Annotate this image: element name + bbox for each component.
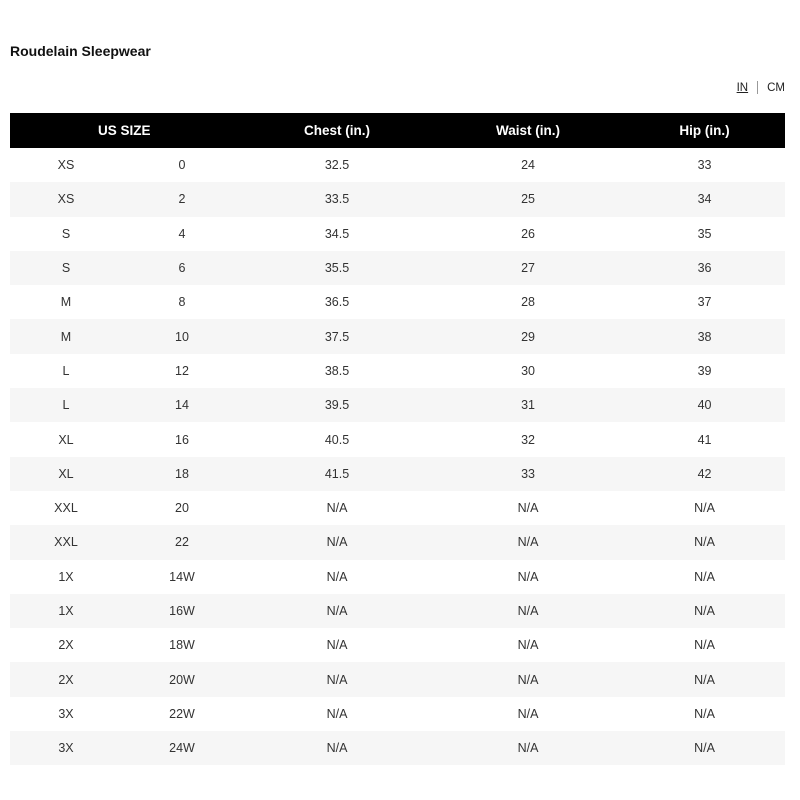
table-row [10, 662, 785, 696]
size-chart-table [10, 113, 785, 765]
cell-us-size: 0 [178, 158, 186, 173]
table-row [10, 388, 785, 422]
cell-chest: 40.5 [324, 432, 350, 447]
cell-us-size: 6 [178, 261, 186, 276]
table-row [10, 628, 785, 662]
cell-waist: 29 [521, 329, 535, 344]
cell-waist: 25 [521, 192, 535, 207]
cell-letter-size: 3X [58, 741, 74, 756]
cell-hip: 40 [697, 398, 712, 413]
cell-hip: 39 [697, 363, 712, 378]
cell-waist: 26 [521, 226, 535, 241]
cell-us-size: 22 [175, 535, 189, 550]
cell-us-size: 20 [175, 501, 189, 516]
unit-in-button[interactable]: IN [736, 81, 749, 94]
cell-hip: N/A [694, 638, 715, 653]
cell-waist: N/A [517, 569, 539, 584]
table-row [10, 217, 785, 251]
cell-chest: 32.5 [324, 158, 350, 173]
cell-us-size: 2 [178, 192, 186, 207]
cell-us-size: 16 [175, 432, 189, 447]
cell-us-size: 4 [178, 226, 186, 241]
cell-hip: 42 [697, 466, 712, 481]
cell-chest: 35.5 [324, 261, 350, 276]
cell-hip: 33 [697, 158, 712, 173]
cell-letter-size: XL [58, 466, 74, 481]
cell-hip: 36 [697, 261, 712, 276]
cell-chest: N/A [326, 672, 348, 687]
cell-waist: N/A [517, 741, 539, 756]
cell-letter-size: XXL [54, 501, 78, 516]
table-row [10, 182, 785, 216]
cell-us-size: 14W [169, 569, 195, 584]
table-body [10, 148, 785, 765]
cell-us-size: 20W [169, 672, 195, 687]
cell-letter-size: L [62, 363, 70, 378]
cell-letter-size: XXL [54, 535, 78, 550]
cell-chest: 36.5 [324, 295, 350, 310]
table-row [10, 594, 785, 628]
cell-hip: 38 [697, 329, 712, 344]
cell-waist: 31 [521, 398, 535, 413]
cell-waist: 28 [521, 295, 535, 310]
table-row [10, 491, 785, 525]
cell-waist: 33 [521, 466, 535, 481]
page-title: Roudelain Sleepwear [10, 43, 151, 59]
cell-letter-size: XS [57, 192, 75, 207]
header-us-size: US SIZE [98, 123, 151, 138]
table-row [10, 731, 785, 765]
cell-us-size: 18W [169, 638, 195, 653]
cell-letter-size: S [61, 261, 71, 276]
cell-waist: N/A [517, 501, 539, 516]
cell-waist: N/A [517, 706, 539, 721]
cell-letter-size: 3X [58, 706, 74, 721]
cell-waist: 30 [521, 363, 535, 378]
cell-letter-size: M [60, 295, 72, 310]
cell-hip: 41 [697, 432, 712, 447]
cell-us-size: 8 [178, 295, 186, 310]
cell-chest: 33.5 [324, 192, 350, 207]
header-chest: Chest (in.) [304, 123, 371, 138]
unit-divider [757, 81, 758, 94]
unit-toggle [737, 81, 785, 94]
table-row [10, 285, 785, 319]
cell-waist: 24 [521, 158, 535, 173]
table-row [10, 251, 785, 285]
cell-letter-size: 1X [58, 569, 74, 584]
cell-waist: N/A [517, 638, 539, 653]
cell-us-size: 24W [169, 741, 195, 756]
table-row [10, 560, 785, 594]
table-row [10, 697, 785, 731]
table-row [10, 354, 785, 388]
cell-chest: 38.5 [324, 363, 350, 378]
table-row [10, 525, 785, 559]
cell-chest: N/A [326, 501, 348, 516]
cell-us-size: 14 [175, 398, 189, 413]
table-row [10, 319, 785, 353]
cell-chest: N/A [326, 706, 348, 721]
cell-waist: 32 [521, 432, 535, 447]
cell-chest: N/A [326, 569, 348, 584]
cell-hip: N/A [694, 741, 715, 756]
table-row [10, 422, 785, 456]
cell-chest: 37.5 [324, 329, 350, 344]
header-waist: Waist (in.) [496, 123, 561, 138]
cell-us-size: 10 [175, 329, 189, 344]
cell-letter-size: M [60, 329, 72, 344]
cell-letter-size: XL [58, 432, 74, 447]
cell-chest: 34.5 [324, 226, 350, 241]
cell-chest: N/A [326, 604, 348, 618]
cell-chest: N/A [326, 638, 348, 653]
cell-letter-size: XS [57, 158, 75, 173]
table-header [10, 113, 785, 148]
cell-letter-size: 2X [58, 638, 74, 653]
cell-waist: 27 [521, 261, 535, 276]
cell-chest: N/A [326, 535, 348, 550]
cell-letter-size: S [61, 226, 71, 241]
cell-waist: N/A [517, 672, 539, 687]
cell-hip: N/A [694, 604, 715, 618]
cell-hip: N/A [694, 501, 715, 516]
cell-hip: N/A [694, 535, 715, 550]
cell-hip: N/A [694, 672, 715, 687]
cell-us-size: 12 [175, 363, 189, 378]
cell-hip: 34 [697, 192, 712, 207]
cell-us-size: 16W [169, 604, 195, 618]
header-hip: Hip (in.) [679, 123, 730, 138]
cell-waist: N/A [517, 604, 539, 618]
cell-chest: 41.5 [324, 466, 350, 481]
cell-us-size: 18 [175, 466, 189, 481]
cell-us-size: 22W [169, 706, 195, 721]
cell-hip: N/A [694, 706, 715, 721]
cell-letter-size: 2X [58, 672, 74, 687]
cell-hip: N/A [694, 569, 715, 584]
cell-waist: N/A [517, 535, 539, 550]
cell-chest: N/A [326, 741, 348, 756]
cell-chest: 39.5 [324, 398, 350, 413]
table-row [10, 148, 785, 182]
cell-hip: 35 [697, 226, 712, 241]
cell-hip: 37 [697, 295, 712, 310]
cell-letter-size: 1X [58, 604, 74, 618]
unit-cm-button[interactable]: CM [767, 81, 785, 94]
cell-letter-size: L [62, 398, 70, 413]
table-row [10, 457, 785, 491]
header-row [10, 113, 785, 148]
